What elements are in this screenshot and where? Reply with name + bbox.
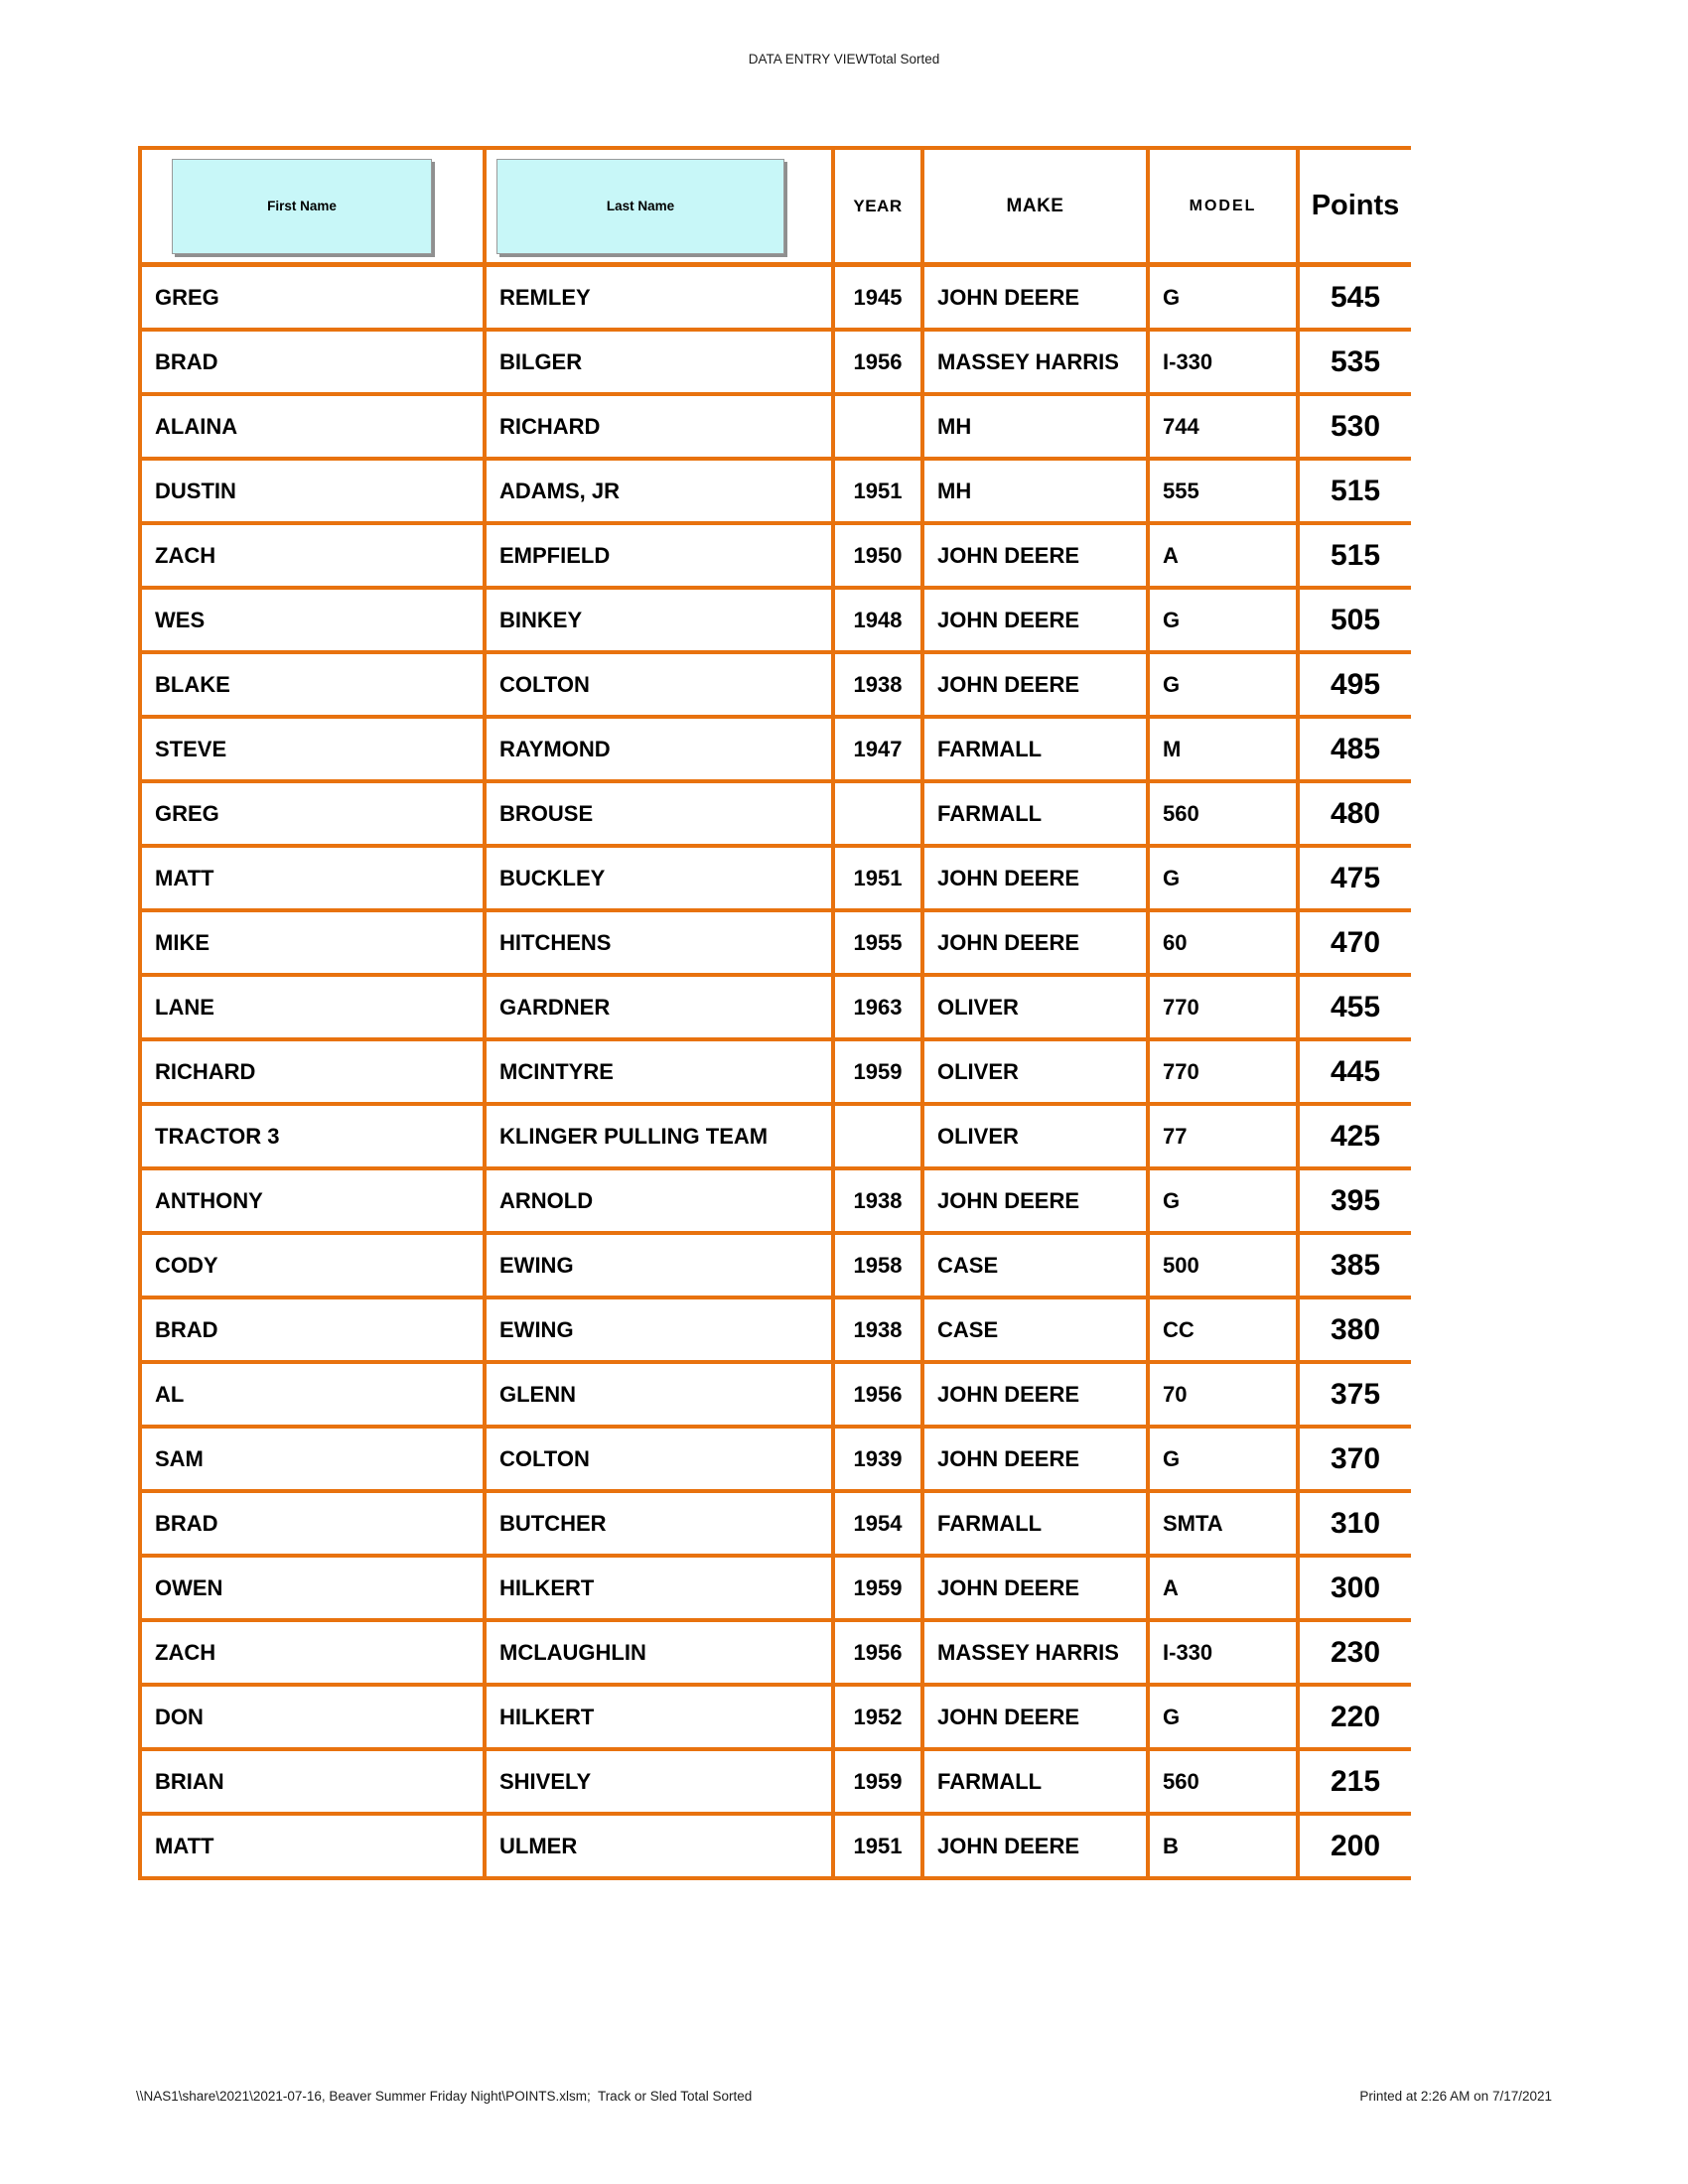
year-cell — [835, 783, 924, 848]
table-row — [142, 1816, 1411, 1880]
year-cell: 1956 — [835, 1622, 924, 1687]
last-name-cell: MCINTYRE — [487, 1041, 835, 1106]
model-cell: 770 — [1150, 1041, 1300, 1106]
model-cell: B — [1150, 1816, 1300, 1880]
model-cell: 77 — [1150, 1106, 1300, 1170]
points-cell: 300 — [1300, 1558, 1411, 1622]
year-cell: 1938 — [835, 1170, 924, 1235]
points-cell: 370 — [1300, 1429, 1411, 1493]
table-row — [142, 1364, 1411, 1429]
first-name-cell: WES — [142, 590, 487, 654]
first-name-cell: GREG — [142, 267, 487, 332]
year-cell: 1958 — [835, 1235, 924, 1299]
model-cell: 560 — [1150, 1751, 1300, 1816]
table-row — [142, 977, 1411, 1041]
table-header-row — [142, 150, 1411, 267]
make-cell: JOHN DEERE — [924, 1816, 1150, 1880]
year-cell: 1956 — [835, 1364, 924, 1429]
model-cell: 500 — [1150, 1235, 1300, 1299]
points-table-body — [142, 267, 1411, 1880]
make-cell: MH — [924, 461, 1150, 525]
last-name-cell: BILGER — [487, 332, 835, 396]
table-row — [142, 1429, 1411, 1493]
points-cell: 530 — [1300, 396, 1411, 461]
make-cell: JOHN DEERE — [924, 654, 1150, 719]
table-row — [142, 848, 1411, 912]
last-name-cell: REMLEY — [487, 267, 835, 332]
last-name-cell: EWING — [487, 1235, 835, 1299]
year-cell: 1954 — [835, 1493, 924, 1558]
last-name-cell: EWING — [487, 1299, 835, 1364]
model-cell: A — [1150, 1558, 1300, 1622]
points-cell: 375 — [1300, 1364, 1411, 1429]
model-cell: SMTA — [1150, 1493, 1300, 1558]
first-name-cell: TRACTOR 3 — [142, 1106, 487, 1170]
first-name-cell: SAM — [142, 1429, 487, 1493]
model-cell: G — [1150, 590, 1300, 654]
points-cell: 535 — [1300, 332, 1411, 396]
year-cell — [835, 1106, 924, 1170]
year-cell: 1955 — [835, 912, 924, 977]
table-row — [142, 396, 1411, 461]
first-name-cell: RICHARD — [142, 1041, 487, 1106]
make-cell: CASE — [924, 1235, 1150, 1299]
first-name-cell: ANTHONY — [142, 1170, 487, 1235]
points-cell: 515 — [1300, 461, 1411, 525]
last-name-cell: BROUSE — [487, 783, 835, 848]
make-cell: OLIVER — [924, 1041, 1150, 1106]
last-name-cell: ADAMS, JR — [487, 461, 835, 525]
last-name-cell: BUTCHER — [487, 1493, 835, 1558]
first-name-cell: ZACH — [142, 1622, 487, 1687]
table-row — [142, 1041, 1411, 1106]
make-cell: FARMALL — [924, 1493, 1150, 1558]
points-cell: 485 — [1300, 719, 1411, 783]
year-cell: 1959 — [835, 1751, 924, 1816]
year-cell: 1963 — [835, 977, 924, 1041]
model-cell: 770 — [1150, 977, 1300, 1041]
first-name-cell: ALAINA — [142, 396, 487, 461]
model-cell: A — [1150, 525, 1300, 590]
year-cell: 1951 — [835, 1816, 924, 1880]
points-table — [138, 146, 1411, 1880]
year-cell — [835, 396, 924, 461]
points-cell: 470 — [1300, 912, 1411, 977]
first-name-cell: MIKE — [142, 912, 487, 977]
first-name-cell: OWEN — [142, 1558, 487, 1622]
model-cell: I-330 — [1150, 1622, 1300, 1687]
last-name-cell: ULMER — [487, 1816, 835, 1880]
model-cell: M — [1150, 719, 1300, 783]
last-name-cell: GARDNER — [487, 977, 835, 1041]
points-cell: 310 — [1300, 1493, 1411, 1558]
last-name-sort-button[interactable]: Last Name — [496, 159, 784, 254]
make-cell: JOHN DEERE — [924, 848, 1150, 912]
last-name-cell: GLENN — [487, 1364, 835, 1429]
points-cell: 495 — [1300, 654, 1411, 719]
model-cell: 555 — [1150, 461, 1300, 525]
points-cell: 425 — [1300, 1106, 1411, 1170]
make-cell: CASE — [924, 1299, 1150, 1364]
table-row — [142, 1558, 1411, 1622]
make-cell: JOHN DEERE — [924, 1364, 1150, 1429]
points-cell: 545 — [1300, 267, 1411, 332]
make-cell: JOHN DEERE — [924, 1558, 1150, 1622]
model-cell: G — [1150, 1170, 1300, 1235]
last-name-header-cell — [487, 150, 835, 267]
year-cell: 1959 — [835, 1558, 924, 1622]
table-row — [142, 1106, 1411, 1170]
last-name-cell: COLTON — [487, 654, 835, 719]
last-name-cell: SHIVELY — [487, 1751, 835, 1816]
make-cell: FARMALL — [924, 783, 1150, 848]
points-cell: 220 — [1300, 1687, 1411, 1751]
first-name-cell: BRIAN — [142, 1751, 487, 1816]
last-name-cell: COLTON — [487, 1429, 835, 1493]
model-cell: 560 — [1150, 783, 1300, 848]
year-cell: 1945 — [835, 267, 924, 332]
year-cell: 1951 — [835, 461, 924, 525]
table-row — [142, 1235, 1411, 1299]
last-name-cell: ARNOLD — [487, 1170, 835, 1235]
points-cell: 445 — [1300, 1041, 1411, 1106]
points-cell: 230 — [1300, 1622, 1411, 1687]
year-column-header: YEAR — [835, 150, 924, 267]
points-cell: 215 — [1300, 1751, 1411, 1816]
first-name-cell: BRAD — [142, 332, 487, 396]
last-name-cell: HITCHENS — [487, 912, 835, 977]
make-cell: JOHN DEERE — [924, 912, 1150, 977]
make-cell: OLIVER — [924, 1106, 1150, 1170]
table-row — [142, 1493, 1411, 1558]
model-cell: 70 — [1150, 1364, 1300, 1429]
points-cell: 515 — [1300, 525, 1411, 590]
table-row — [142, 1299, 1411, 1364]
last-name-cell: BUCKLEY — [487, 848, 835, 912]
table-row — [142, 461, 1411, 525]
table-row — [142, 590, 1411, 654]
first-name-cell: ZACH — [142, 525, 487, 590]
first-name-cell: DUSTIN — [142, 461, 487, 525]
last-name-cell: EMPFIELD — [487, 525, 835, 590]
model-column-header: MODEL — [1150, 150, 1300, 267]
model-cell: G — [1150, 654, 1300, 719]
table-row — [142, 912, 1411, 977]
first-name-cell: MATT — [142, 1816, 487, 1880]
points-cell: 380 — [1300, 1299, 1411, 1364]
table-row — [142, 654, 1411, 719]
table-row — [142, 1687, 1411, 1751]
first-name-cell: CODY — [142, 1235, 487, 1299]
make-cell: JOHN DEERE — [924, 1429, 1150, 1493]
model-cell: I-330 — [1150, 332, 1300, 396]
points-cell: 200 — [1300, 1816, 1411, 1880]
table-row — [142, 1751, 1411, 1816]
make-cell: JOHN DEERE — [924, 525, 1150, 590]
last-name-cell: HILKERT — [487, 1558, 835, 1622]
footer-file-path: \\NAS1\share\2021\2021-07-16, Beaver Summer Friday Night\POINTS.xlsm; Track or Sled Total Sorted — [136, 2089, 753, 2104]
first-name-cell: BRAD — [142, 1299, 487, 1364]
first-name-cell: BRAD — [142, 1493, 487, 1558]
model-cell: 744 — [1150, 396, 1300, 461]
model-cell: CC — [1150, 1299, 1300, 1364]
model-cell: G — [1150, 1429, 1300, 1493]
page-header-text: DATA ENTRY VIEWTotal Sorted — [748, 52, 940, 67]
first-name-cell: MATT — [142, 848, 487, 912]
model-cell: G — [1150, 848, 1300, 912]
points-cell: 505 — [1300, 590, 1411, 654]
last-name-cell: KLINGER PULLING TEAM — [487, 1106, 835, 1170]
make-cell: MASSEY HARRIS — [924, 1622, 1150, 1687]
year-cell: 1938 — [835, 1299, 924, 1364]
year-cell: 1959 — [835, 1041, 924, 1106]
model-cell: G — [1150, 267, 1300, 332]
make-cell: MH — [924, 396, 1150, 461]
year-cell: 1939 — [835, 1429, 924, 1493]
make-cell: JOHN DEERE — [924, 590, 1150, 654]
table-row — [142, 525, 1411, 590]
points-column-header: Points — [1300, 150, 1411, 267]
year-cell: 1950 — [835, 525, 924, 590]
make-cell: JOHN DEERE — [924, 267, 1150, 332]
make-cell: MASSEY HARRIS — [924, 332, 1150, 396]
year-cell: 1947 — [835, 719, 924, 783]
last-name-cell: MCLAUGHLIN — [487, 1622, 835, 1687]
points-cell: 385 — [1300, 1235, 1411, 1299]
first-name-sort-button[interactable]: First Name — [172, 159, 432, 254]
last-name-cell: HILKERT — [487, 1687, 835, 1751]
last-name-cell: RICHARD — [487, 396, 835, 461]
table-row — [142, 332, 1411, 396]
first-name-cell: GREG — [142, 783, 487, 848]
table-row — [142, 783, 1411, 848]
year-cell: 1948 — [835, 590, 924, 654]
first-name-header-cell — [142, 150, 487, 267]
first-name-cell: AL — [142, 1364, 487, 1429]
first-name-cell: LANE — [142, 977, 487, 1041]
last-name-cell: BINKEY — [487, 590, 835, 654]
first-name-cell: BLAKE — [142, 654, 487, 719]
points-cell: 475 — [1300, 848, 1411, 912]
table-row — [142, 267, 1411, 332]
make-cell: FARMALL — [924, 719, 1150, 783]
table-row — [142, 1622, 1411, 1687]
make-cell: OLIVER — [924, 977, 1150, 1041]
make-cell: FARMALL — [924, 1751, 1150, 1816]
last-name-cell: RAYMOND — [487, 719, 835, 783]
table-row — [142, 719, 1411, 783]
table-row — [142, 1170, 1411, 1235]
first-name-cell: DON — [142, 1687, 487, 1751]
make-cell: JOHN DEERE — [924, 1170, 1150, 1235]
first-name-cell: STEVE — [142, 719, 487, 783]
year-cell: 1951 — [835, 848, 924, 912]
points-cell: 480 — [1300, 783, 1411, 848]
year-cell: 1952 — [835, 1687, 924, 1751]
make-cell: JOHN DEERE — [924, 1687, 1150, 1751]
year-cell: 1956 — [835, 332, 924, 396]
year-cell: 1938 — [835, 654, 924, 719]
model-cell: 60 — [1150, 912, 1300, 977]
points-cell: 455 — [1300, 977, 1411, 1041]
make-column-header: MAKE — [924, 150, 1150, 267]
points-cell: 395 — [1300, 1170, 1411, 1235]
footer-printed-timestamp: Printed at 2:26 AM on 7/17/2021 — [1359, 2089, 1552, 2104]
model-cell: G — [1150, 1687, 1300, 1751]
